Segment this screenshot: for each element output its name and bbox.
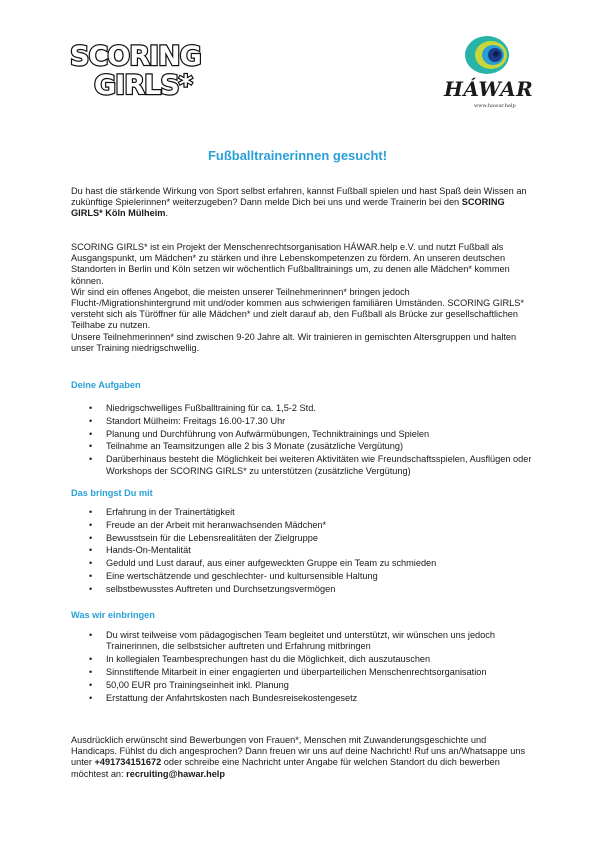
list-item (71, 416, 541, 427)
bullet-icon: • (89, 532, 93, 543)
intro-text-2: . (165, 208, 168, 219)
list-item-text: Sinnstiftende Mitarbeit in einer engagierten und überparteilichen Menschenrechtsorganisation (106, 667, 487, 677)
bullet-icon: • (89, 507, 93, 517)
list-item-text: Erstattung der Anfahrtskosten nach Bundesreisekostengesetz (106, 692, 358, 703)
offer-list (71, 630, 541, 705)
hawar-logo (436, 33, 536, 113)
list-item (71, 403, 541, 414)
contact-email: recruiting@hawar.help (126, 768, 225, 779)
list-item (71, 654, 541, 665)
list-item-text: Bewusstsein für die Lebensrealitäten der Zielgruppe (106, 532, 318, 543)
list-item-text: Eine wertschätzende und geschlechter- und kultursensible Haltung (106, 570, 378, 581)
list-item (71, 630, 541, 653)
scoring-girls-logo (70, 43, 220, 103)
list-item (71, 507, 541, 518)
bullet-icon: • (89, 654, 93, 665)
bullet-icon: • (89, 692, 93, 703)
closing-text-1: Ausdrücklich erwünscht sind Bewerbungen von Frauen*, Menschen mit Zuwanderungsgeschichte und Handicaps. Fühlst du dich angesprochen? Dann freuen wir uns auf deine Nachricht! Ruf uns an/Whatsappe uns unter (71, 735, 526, 768)
list-item (71, 454, 541, 477)
bullet-icon: • (89, 441, 93, 452)
requirements-list (71, 507, 541, 597)
tasks-heading: Deine Aufgaben (71, 380, 141, 390)
list-item (71, 558, 541, 569)
page-title: Fußballtrainerinnen gesucht! (207, 148, 388, 163)
bullet-icon: • (89, 545, 93, 556)
bullet-icon: • (89, 583, 93, 594)
list-item (71, 520, 541, 531)
list-item-text: Standort Mülheim: Freitags 16.00-17.30 Uhr (106, 415, 286, 426)
list-item (71, 545, 541, 556)
closing-paragraph (71, 735, 531, 780)
list-item (71, 693, 541, 704)
requirements-heading: Das bringst Du mit (71, 488, 153, 498)
bullet-icon: • (89, 454, 93, 465)
list-item-text: Hands-On-Mentalität (106, 545, 191, 556)
about-paragraph-2: Wir sind ein offenes Angebot, die meisten unserer Teilnehmerinnen* bringen jedoch Flucht-/Migrationshintergrund mit und/oder kommen aus schwierigen familiären Umständen. SCORING GIRLS* versteht sich als Türöffner für alle Mädchen* und zielt darauf ab, den Fußball als Brücke zur gesellschaftlichen Teilhabe zu nutzen. (71, 286, 524, 331)
list-item-text: selbstbewusstes Auftreten und Durchsetzungsvermögen (106, 583, 336, 594)
list-item-text: Geduld und Lust darauf, aus einer aufgeweckten Gruppe ein Team zu schmieden (106, 558, 437, 569)
list-item-text: 50,00 EUR pro Trainingseinheit inkl. Planung (106, 679, 289, 690)
list-item (71, 429, 541, 440)
offer-heading: Was wir einbringen (71, 610, 155, 620)
bullet-icon: • (89, 558, 93, 569)
bullet-icon: • (89, 428, 93, 439)
bullet-icon: • (89, 630, 93, 640)
bullet-icon: • (89, 403, 93, 413)
list-item (71, 667, 541, 678)
list-item (71, 441, 541, 452)
contact-phone: +491734151672 (94, 757, 162, 768)
list-item-text: Planung und Durchführung von Aufwärmübungen, Techniktrainings und Spielen (106, 428, 430, 439)
list-item-text: Du wirst teilweise vom pädagogischen Team begleitet und unterstützt, wir wünschen uns jedoch Trainerinnen, die selbstsicher auftreten und Erfahrung mitbringen (106, 630, 495, 652)
intro-text-1: Du hast die stärkende Wirkung von Sport selbst erfahren, kannst Fußball spielen und hast Spaß dein Wissen an zukünftige Spielerinnen* weiterzugeben? Dann melde Dich bei uns und werde Trainerin bei den (71, 186, 527, 208)
bullet-icon: • (89, 679, 93, 690)
about-section (71, 242, 531, 354)
scoring-girls-logo-line1: SCORING (70, 41, 201, 72)
closing-text-2: oder schreibe eine Nachricht unter Angabe für welchen Standort du dich bewerben möchtest an: (71, 757, 500, 779)
bullet-icon: • (89, 415, 93, 426)
list-item (71, 571, 541, 582)
list-item-text: Niedrigschwelliges Fußballtraining für ca. 1,5-2 Std. (106, 403, 316, 413)
bullet-icon: • (89, 519, 93, 530)
peacock-feather-icon (462, 33, 512, 77)
list-item (71, 533, 541, 544)
bullet-icon: • (89, 667, 93, 677)
intro-paragraph (71, 186, 531, 220)
list-item-text: Erfahrung in der Trainertätigkeit (106, 507, 235, 517)
intro-location: SCORING GIRLS* Köln Mülheim (71, 197, 505, 219)
list-item (71, 584, 541, 595)
hawar-wordmark: HÁWAR (444, 77, 534, 101)
list-item-text: Teilnahme an Teamsitzungen alle 2 bis 3 Monate (zusätzliche Vergütung) (106, 441, 404, 452)
scoring-girls-logo-line2: GIRLS* (94, 70, 192, 101)
about-paragraph-3: Unsere Teilnehmerinnen* sind zwischen 9-20 Jahre alt. Wir trainieren in gemischten Altersgruppen und halten unser Training niedrigschwellig. (71, 331, 517, 353)
about-paragraph-1: SCORING GIRLS* ist ein Projekt der Menschenrechtsorganisation HÁWAR.help e.V. und nutzt Fußball als Ausgangspunkt, um Mädchen* zu stärken und ihre Lebenskompetenzen zu fördern. An unseren deutschen Standorten in Berlin und Köln setzen wir wöchentlich Fußballtrainings um, zu denen alle Mädchen* kommen können. (71, 242, 510, 286)
bullet-icon: • (89, 570, 93, 581)
list-item-text: Darüberhinaus besteht die Möglichkeit bei weiteren Aktivitäten wie Freundschaftsspielen, Ausflügen oder Workshops der SCORING GIRLS* zu unterstützen (zusätzliche Vergütung) (106, 454, 532, 476)
list-item-text: Freude an der Arbeit mit heranwachsenden Mädchen* (106, 519, 327, 530)
list-item (71, 680, 541, 691)
hawar-url: www.hawar.help (474, 103, 516, 109)
list-item-text: In kollegialen Teambesprechungen hast du die Möglichkeit, dich auszutauschen (106, 654, 431, 665)
tasks-list (71, 403, 541, 478)
